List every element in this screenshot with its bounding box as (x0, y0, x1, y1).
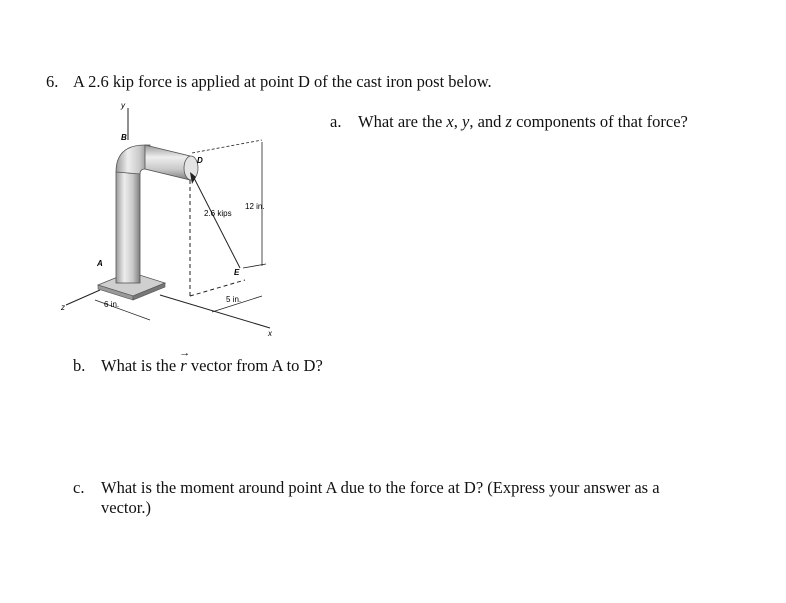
question-c-label: c. (73, 478, 85, 497)
question-b-text-before: What is the (101, 356, 181, 375)
question-a-x: x (446, 112, 454, 131)
force-label: 2.6 kips (204, 209, 232, 218)
question-a-z: z (505, 112, 512, 131)
question-b-text-after: vector from A to D? (186, 356, 323, 375)
y-axis-label: y (121, 101, 125, 110)
z-axis-label: z (61, 303, 65, 312)
dim-12-label: 12 in. (245, 202, 265, 211)
question-a-sep1: , (453, 112, 462, 131)
question-c-line1: What is the moment around point A due to the force at D? (Express your answer as a (101, 478, 660, 497)
question-a-sep2: , and (469, 112, 506, 131)
z-axis-line (66, 290, 100, 305)
dim-5-label: 5 in. (226, 295, 242, 304)
point-b-label: B (121, 133, 127, 142)
x-axis-label: x (268, 329, 272, 338)
dashed-top (192, 140, 262, 153)
dashed-base (190, 280, 245, 296)
question-a-label: a. (330, 112, 342, 131)
r-vector-symbol (179, 347, 191, 376)
dim-12-ext (243, 264, 266, 268)
question-a-y: y (461, 112, 470, 131)
question-b (73, 347, 323, 376)
x-axis-line (160, 295, 270, 328)
point-d-label: D (197, 156, 203, 165)
r-vector-letter: r (180, 356, 187, 375)
dim-6-label: 6 in. (104, 300, 120, 309)
question-a-text-before: What are the (358, 112, 447, 131)
point-a-label: A (97, 259, 103, 268)
point-e-label: E (234, 268, 240, 277)
question-a-text-after: components of that force? (511, 112, 688, 131)
problem-number: 6. (46, 72, 59, 91)
force-line (192, 174, 240, 268)
problem-text: A 2.6 kip force is applied at point D of the cast iron post below. (73, 72, 492, 91)
question-c (73, 478, 733, 518)
question-c-line2: vector.) (101, 498, 151, 517)
post-horizontal (145, 145, 190, 180)
r-vector-arrow: → (179, 347, 191, 359)
question-b-label: b. (73, 356, 86, 375)
post-vertical (116, 172, 140, 283)
